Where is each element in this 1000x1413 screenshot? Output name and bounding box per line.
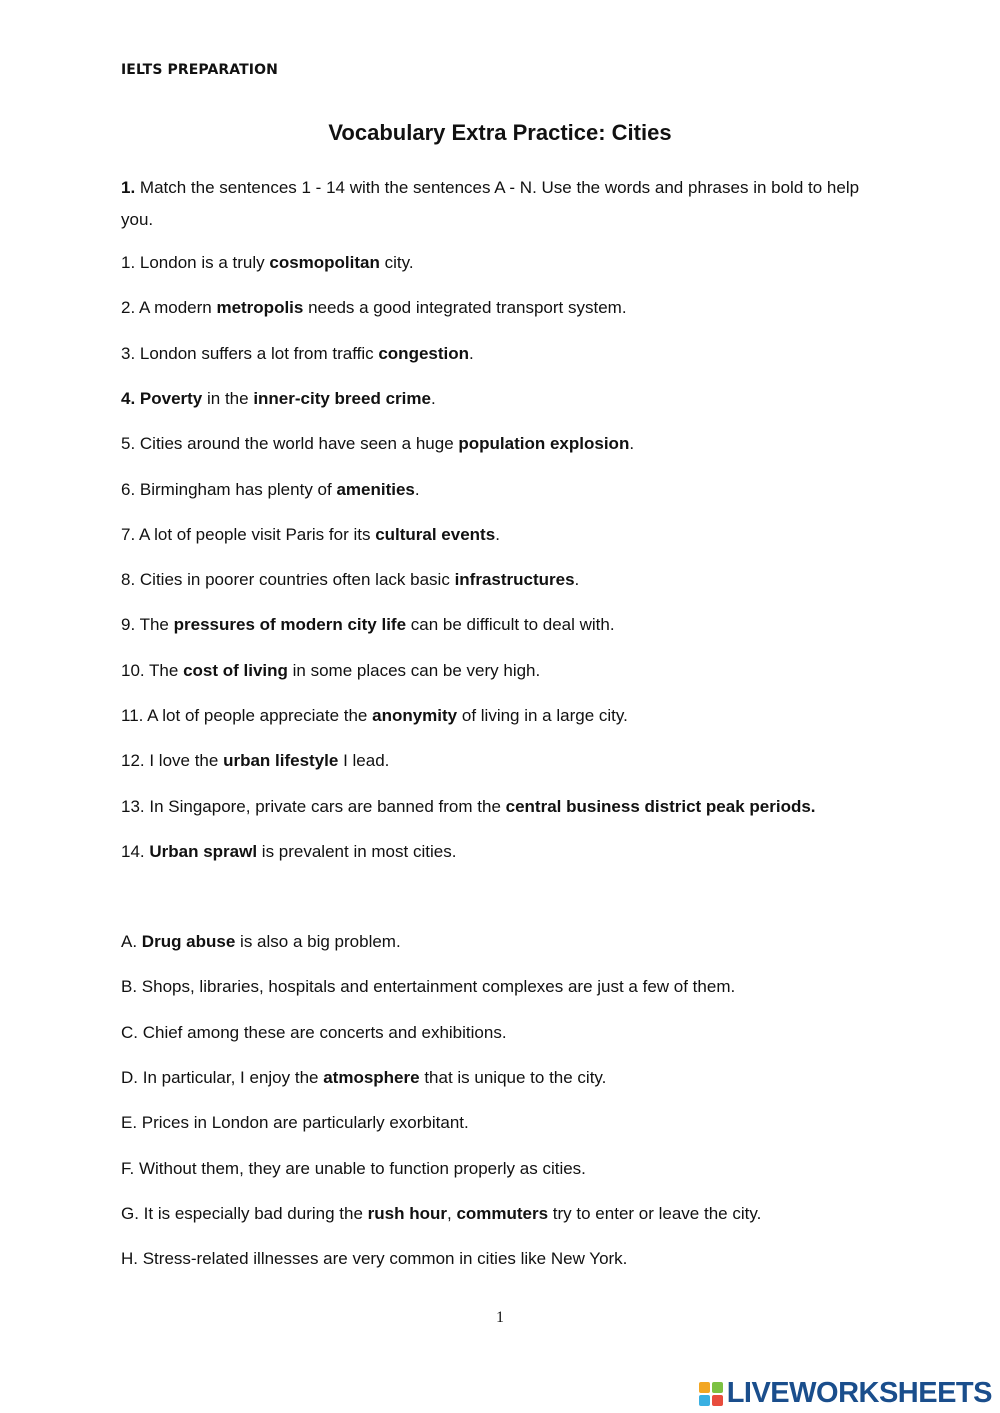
bold-phrase: 4. Poverty (121, 388, 203, 408)
answer-line (121, 1022, 507, 1044)
answer-line (121, 1248, 627, 1270)
bold-phrase: congestion (378, 343, 470, 363)
bold-phrase: commuters (456, 1203, 549, 1223)
sentence-line (121, 614, 615, 636)
text-segment: that is unique to the city. (419, 1067, 607, 1087)
instruction-body: Match the sentences 1 - 14 with the sentences A - N. Use the words and phrases in bold to help you. (121, 178, 860, 229)
answer-line (121, 1067, 606, 1089)
text-segment: E. Prices in London are particularly exorbitant. (121, 1113, 469, 1133)
text-segment: . (629, 434, 635, 454)
bold-phrase: urban lifestyle (223, 751, 339, 771)
logo-text: LIVEWORKSHEETS (726, 1377, 992, 1409)
sentence-line (121, 841, 456, 863)
bold-phrase: cost of living (183, 660, 288, 680)
sentence-line (121, 660, 540, 682)
instruction-number: 1. (121, 178, 136, 197)
sentence-line (121, 479, 420, 501)
instruction-text (121, 172, 891, 236)
text-segment: 5. Cities around the world have seen a huge (121, 434, 459, 454)
text-segment: B. Shops, libraries, hospitals and entertainment complexes are just a few of them. (121, 977, 736, 997)
text-segment: 8. Cities in poorer countries often lack basic (121, 570, 455, 590)
bold-phrase: amenities (336, 479, 415, 499)
bold-phrase: Drug abuse (141, 932, 236, 951)
text-segment: try to enter or leave the city. (548, 1203, 762, 1223)
bold-phrase: Urban sprawl (149, 841, 258, 861)
bold-phrase: cultural events (375, 524, 496, 544)
sentence-line (121, 569, 579, 591)
text-segment: 12. I love the (121, 751, 224, 771)
page-title: Vocabulary Extra Practice: Cities (328, 120, 672, 145)
text-segment: 11. A lot of people appreciate the (121, 706, 373, 725)
text-segment: 6. Birmingham has plenty of (121, 479, 337, 499)
sentence-line (121, 297, 627, 319)
text-segment: C. Chief among these are concerts and exhibitions. (121, 1022, 507, 1042)
header-label: IELTS PREPARATION (121, 62, 278, 78)
bold-phrase: infrastructures (454, 570, 575, 590)
answer-line (121, 931, 401, 953)
text-segment: A. (121, 932, 142, 951)
sentence-line (121, 705, 628, 727)
text-segment: F. Without them, they are unable to function properly as cities. (121, 1158, 586, 1178)
sentence-line (121, 388, 436, 410)
sentence-line (121, 343, 474, 365)
sentence-line (121, 252, 414, 274)
bold-phrase: atmosphere (323, 1067, 420, 1087)
sentence-line (121, 796, 816, 818)
liveworksheets-logo[interactable] (699, 1377, 992, 1410)
answer-line (121, 976, 735, 998)
text-segment: of living in a large city. (457, 706, 628, 725)
text-segment: H. Stress-related illnesses are very common in cities like New York. (121, 1249, 628, 1269)
text-segment: 2. A modern (121, 298, 217, 318)
text-segment: can be difficult to deal with. (406, 615, 615, 635)
bold-phrase: inner-city breed crime (253, 388, 431, 408)
text-segment: city. (379, 253, 414, 272)
bold-phrase: anonymity (372, 706, 458, 725)
text-segment: is prevalent in most cities. (257, 841, 457, 861)
text-segment: D. In particular, I enjoy the (121, 1067, 324, 1087)
text-segment: 13. In Singapore, private cars are banned from the (121, 796, 506, 816)
text-segment: . (469, 343, 474, 363)
text-segment: 7. A lot of people visit Paris for its (121, 524, 376, 544)
text-segment: . (414, 479, 420, 499)
bold-phrase: cosmopolitan (269, 253, 380, 272)
logo-grid-icon (699, 1382, 723, 1406)
bold-phrase: metropolis (216, 298, 304, 318)
text-segment: 1. London is a truly (121, 253, 270, 272)
answer-line (121, 1112, 469, 1134)
text-segment: G. It is especially bad during the (121, 1203, 368, 1223)
sentence-line (121, 750, 389, 772)
answer-line (121, 1203, 761, 1225)
text-segment: 3. London suffers a lot from traffic (121, 343, 379, 363)
bold-phrase: central business district peak periods. (505, 796, 816, 816)
bold-phrase: pressures of modern city life (173, 615, 407, 635)
text-segment: in the (202, 388, 254, 408)
text-segment: 9. The (121, 615, 174, 635)
sentence-line (121, 433, 634, 455)
text-segment: 14. (121, 841, 150, 861)
text-segment: in some places can be very high. (287, 660, 541, 680)
page-number: 1 (496, 1309, 504, 1326)
text-segment: needs a good integrated transport system. (303, 298, 627, 318)
answer-line (121, 1158, 586, 1180)
bold-phrase: population explosion (458, 434, 630, 454)
text-segment: I lead. (338, 751, 390, 771)
text-segment: . (574, 570, 580, 590)
sentence-line (121, 524, 500, 546)
text-segment: . (430, 388, 436, 408)
text-segment: is also a big problem. (235, 932, 401, 951)
text-segment: 10. The (121, 660, 184, 680)
text-segment: . (495, 524, 500, 544)
text-segment: , (446, 1203, 457, 1223)
bold-phrase: rush hour (367, 1203, 447, 1223)
